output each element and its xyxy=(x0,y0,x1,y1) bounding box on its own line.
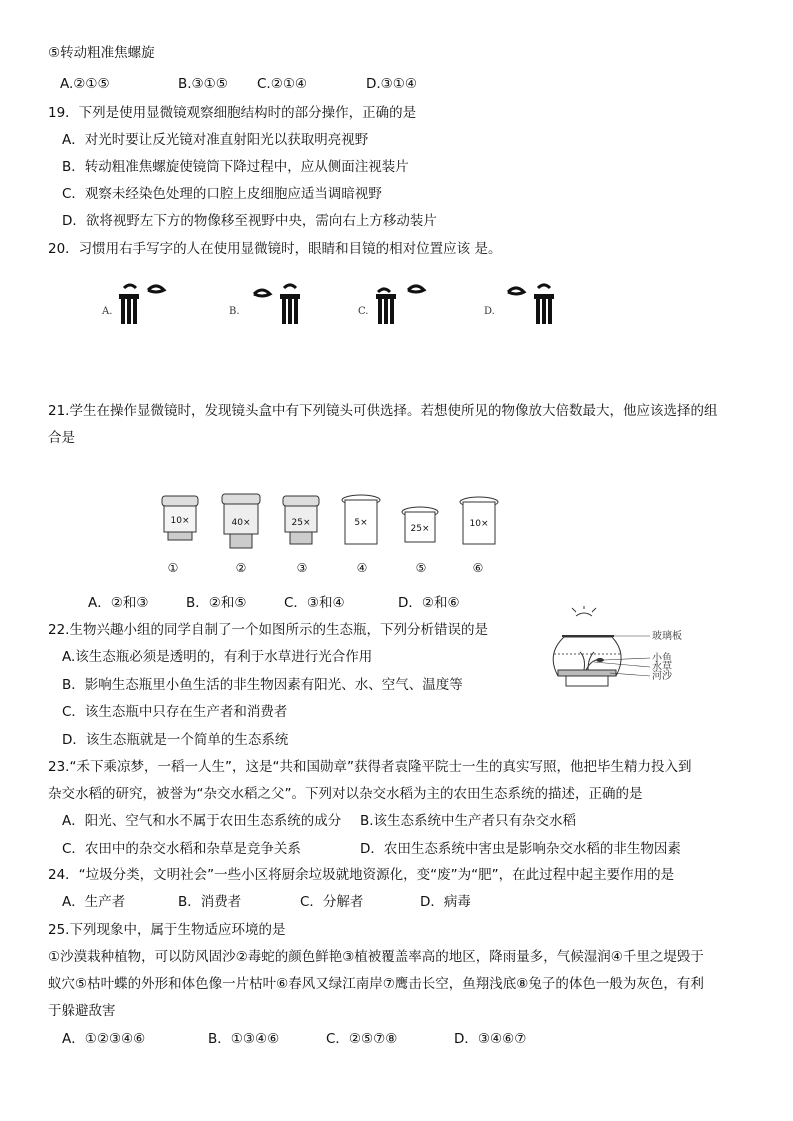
q18-option-a: A.②①⑤ xyxy=(60,76,110,92)
lens-4-mark: 5× xyxy=(354,518,368,528)
lens-6-mark: 10× xyxy=(469,519,489,529)
q19-option-c: C．观察未经染色处理的口腔上皮细胞应适当调暗视野 xyxy=(62,186,382,202)
eye-d-left-icon xyxy=(508,288,524,294)
bottle-stand xyxy=(566,676,608,686)
eye-d-right-icon xyxy=(538,285,550,288)
eye-a-right-icon xyxy=(148,286,164,292)
lens-5-number: ⑤ xyxy=(415,561,427,575)
q18-option-d: D.③①④ xyxy=(366,76,417,92)
q19-option-d: D．欲将视野左下方的物像移至视野中央，需向右上方移动装片 xyxy=(62,213,437,229)
q22-option-b: B．影响生态瓶里小鱼生活的非生物因素有阳光、水、空气、温度等 xyxy=(62,677,463,693)
q23-stem-line2: 杂交水稻的研究，被誉为“杂交水稻之父”。下列对以杂交水稻为主的农田生态系统的描述，正确的是 xyxy=(48,786,643,802)
q21-stem-line1: 21.学生在操作显微镜时，发现镜头盒中有下列镜头可供选择。若想使所见的物像放大倍数最大，他应该选择的组 xyxy=(48,403,718,419)
q20-label-a: A. xyxy=(102,306,113,317)
q20-stem: 20．习惯用右手写字的人在使用显微镜时，眼睛和目镜的相对位置应该 是。 xyxy=(48,241,502,257)
label-waterweed: 水草 xyxy=(652,662,672,673)
lens-2-number: ② xyxy=(235,561,247,575)
eye-b-right-icon xyxy=(284,285,296,288)
lens-1-mark: 10× xyxy=(170,516,190,526)
q24-option-a: A．生产者 xyxy=(62,894,126,910)
lens-3-number: ③ xyxy=(296,561,308,575)
eye-b-left-icon xyxy=(254,290,270,296)
q24-option-b: B．消费者 xyxy=(178,894,242,910)
q21-option-d: D．②和⑥ xyxy=(398,595,460,611)
q19-stem: 19．下列是使用显微镜观察细胞结构时的部分操作，正确的是 xyxy=(48,105,417,121)
q23-option-a: A．阳光、空气和水不属于农田生态系统的成分 xyxy=(62,813,342,829)
eyepiece-b-icon xyxy=(280,294,300,324)
q24-option-c: C．分解者 xyxy=(300,894,364,910)
lens-4-number: ④ xyxy=(356,561,368,575)
q25-body-line2: 蚁穴⑤枯叶蝶的外形和体色像一片枯叶⑥春风又绿江南岸⑦鹰击长空，鱼翔浅底⑧兔子的体色一般为灰色，有利 xyxy=(48,976,704,992)
eyepiece-a-icon xyxy=(119,294,139,324)
q24-option-d: D．病毒 xyxy=(420,894,471,910)
fish-icon xyxy=(596,658,604,662)
q25-body-line1: ①沙漠栽种植物，可以防风固沙②毒蛇的颜色鲜艳③植被覆盖率高的地区，降雨量多，气候湿润④千里之堤毁于 xyxy=(48,949,704,965)
sun-icon xyxy=(572,606,596,616)
eye-a-left-icon xyxy=(124,285,136,288)
lens-2-mark: 40× xyxy=(231,518,251,528)
q22-option-d: D．该生态瓶就是一个简单的生态系统 xyxy=(62,732,289,748)
q18-option-c: C.②①④ xyxy=(257,76,308,92)
eyepiece-c-icon xyxy=(376,294,396,324)
label-sand: 河沙 xyxy=(652,671,672,682)
q20-label-d: D. xyxy=(484,306,495,317)
q25-option-c: C．②⑤⑦⑧ xyxy=(326,1031,398,1047)
q25-option-d: D．③④⑥⑦ xyxy=(454,1031,527,1047)
q19-option-a: A．对光时要让反光镜对准直射阳光以获取明亮视野 xyxy=(62,132,369,148)
q21-option-c: C．③和④ xyxy=(284,595,345,611)
q25-option-b: B．①③④⑥ xyxy=(208,1031,280,1047)
q22-stem: 22.生物兴趣小组的同学自制了一个如图所示的生态瓶，下列分析错误的是 xyxy=(48,622,488,638)
sand-layer xyxy=(558,670,616,676)
q21-lens-figure xyxy=(150,490,510,554)
q22-option-a: A.该生态瓶必须是透明的，有利于水草进行光合作用 xyxy=(62,649,373,665)
q19-option-b: B．转动粗准焦螺旋使镜筒下降过程中，应从侧面注视装片 xyxy=(62,159,409,175)
q23-option-b: B.该生态系统中生产者只有杂交水稻 xyxy=(360,813,577,829)
eye-c-right-icon xyxy=(408,286,424,292)
q22-option-c: C．该生态瓶中只存在生产者和消费者 xyxy=(62,704,288,720)
lens-6-number: ⑥ xyxy=(472,561,484,575)
q23-option-d: D．农田生态系统中害虫是影响杂交水稻的非生物因素 xyxy=(360,841,681,857)
q22-ecobottle-figure xyxy=(540,606,700,690)
q25-body-line3: 于躲避敌害 xyxy=(48,1003,116,1019)
q18-item5: ⑤转动粗准焦螺旋 xyxy=(48,45,155,61)
eyepiece-d-icon xyxy=(534,294,554,324)
q25-stem: 25.下列现象中，属于生物适应环境的是 xyxy=(48,922,286,938)
q18-option-b: B.③①⑤ xyxy=(178,76,228,92)
q21-option-a: A．②和③ xyxy=(88,595,149,611)
q21-option-b: B．②和⑤ xyxy=(186,595,247,611)
lens-3-mark: 25× xyxy=(291,518,311,528)
lens-5-mark: 25× xyxy=(410,524,430,534)
eye-c-left-icon xyxy=(378,289,390,292)
q23-stem-line1: 23.“禾下乘凉梦，一稻一人生”，这是“共和国勋章”获得者袁隆平院士一生的真实写照，他把毕生精力投入到 xyxy=(48,759,692,775)
q24-stem: 24．“垃圾分类，文明社会”一些小区将厨余垃圾就地资源化，变“废”为“肥”，在此过程中起主要作用的是 xyxy=(48,867,675,883)
q23-option-c: C．农田中的杂交水稻和杂草是竞争关系 xyxy=(62,841,301,857)
q20-label-c: C. xyxy=(358,306,369,317)
q25-option-a: A．①②③④⑥ xyxy=(62,1031,146,1047)
q21-stem-line2: 合是 xyxy=(48,430,75,446)
label-glass-plate: 玻璃板 xyxy=(652,631,682,642)
q20-eye-eyepiece-figure xyxy=(96,280,566,342)
label-fish: 小鱼 xyxy=(652,653,672,664)
lens-1-number: ① xyxy=(167,561,179,575)
q20-label-b: B. xyxy=(229,306,240,317)
